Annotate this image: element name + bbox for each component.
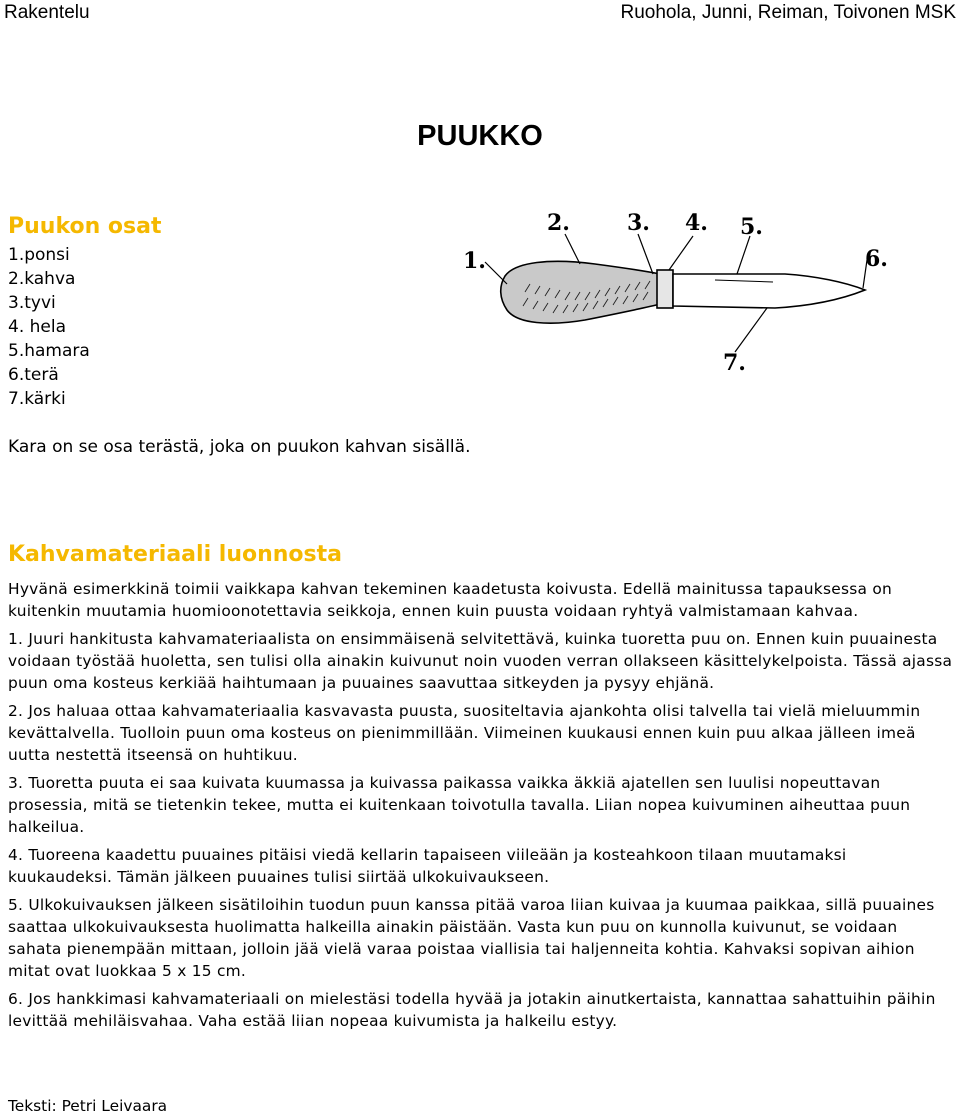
figure-label-4: 4. [685,210,708,236]
list-item: 2.kahva [8,269,76,289]
list-item: 3.tyvi [8,293,56,313]
parts-list [8,243,90,411]
list-item: 4. hela [8,317,66,337]
kara-note: Kara on se osa terästä, joka on puukon kahvan sisällä. [8,437,471,457]
paragraph: Hyvänä esimerkkinä toimii vaikkapa kahvan tekeminen kaadetusta koivusta. Edellä mainitussa tapauksessa on kuitenkin muutamia huomioonotettavia seikkoja, ennen kuin puusta voidaan ryhtyä valmistamaan kahvaa. [8,580,892,620]
page-title: PUUKKO [417,120,543,152]
paragraph: 2. Jos haluaa ottaa kahvamateriaalia kasvavasta puusta, suositeltavia ajankohta olisi talvella tai vielä mieluummin kevättalvella. Tuolloin puun oma kosteus on pienimmillään. Viimeinen kuukausi ennen kuin puu alkaa jälleen imeä uutta nestettä itseensä on huhtikuu. [8,702,921,764]
knife-diagram [455,192,895,372]
figure-label-1: 1. [463,248,486,274]
author-credit: Teksti: Petri Leivaara [8,1097,168,1115]
list-item: 7.kärki [8,389,66,409]
figure-label-6: 6. [865,246,888,272]
list-item: 6.terä [8,365,59,385]
material-body [8,578,953,1038]
paragraph: 3. Tuoretta puuta ei saa kuivata kuumassa ja kuivassa paikassa vaikka äkkiä ajatellen sen luulisi nopeuttavan prosessia, mitä se tietenkin tekee, mutta ei kuitenkaan toivotulla tavalla. Liian nopea kuivuminen aiheuttaa puun halkeilua. [8,774,911,836]
header-left: Rakentelu [4,2,90,23]
ferrule-shape [657,270,673,308]
figure-label-5: 5. [740,214,763,240]
paragraph: 6. Jos hankkimasi kahvamateriaali on mielestäsi todella hyvää ja jotakin ainutkertaista, kannattaa sahattuihin päihin levittää mehiläisvahaa. Vaha estää liian nopeaa kuivumista ja halkeilu estyy. [8,990,936,1030]
list-item: 5.hamara [8,341,90,361]
figure-label-2: 2. [547,210,570,236]
material-heading: Kahvamateriaali luonnosta [8,542,342,567]
figure-label-7: 7. [723,350,746,372]
parts-heading: Puukon osat [8,214,162,239]
list-item: 1.ponsi [8,245,70,265]
figure-label-3: 3. [627,210,650,236]
blade-shape [673,274,865,308]
paragraph: 4. Tuoreena kaadettu puuaines pitäisi viedä kellarin tapaiseen viileään ja kosteahkoon tilaan muutamaksi kuukaudeksi. Tämän jälkeen puuaines tulisi siirtää ulkokuivaukseen. [8,846,847,886]
paragraph: 5. Ulkokuivauksen jälkeen sisätiloihin tuodun puun kanssa pitää varoa liian kuivaa ja kuumaa paikkaa, sillä puuaines saattaa ulkokuivauksesta huolimatta halkeilla ainakin päistään. Vasta kun puu on kunnolla kuivunut, se voidaan sahata pienempään mittaan, jolloin jää vielä varaa poistaa viallisia tai haljenneita kohtia. Kahvaksi sopivan aihion mitat ovat luokkaa 5 x 15 cm. [8,896,935,980]
header-right: Ruohola, Junni, Reiman, Toivonen MSK [620,2,956,23]
paragraph: 1. Juuri hankitusta kahvamateriaalista on ensimmäisenä selvitettävä, kuinka tuoretta puu on. Ennen kuin puuainesta voidaan työstää huoletta, sen tulisi olla ainakin kuivunut noin vuoden verran ollakseen käsittelykelpoista. Tässä ajassa puun oma kosteus kerkiää haihtumaan ja puuaines saavuttaa sitkeyden ja pysyy ehjänä. [8,630,953,692]
